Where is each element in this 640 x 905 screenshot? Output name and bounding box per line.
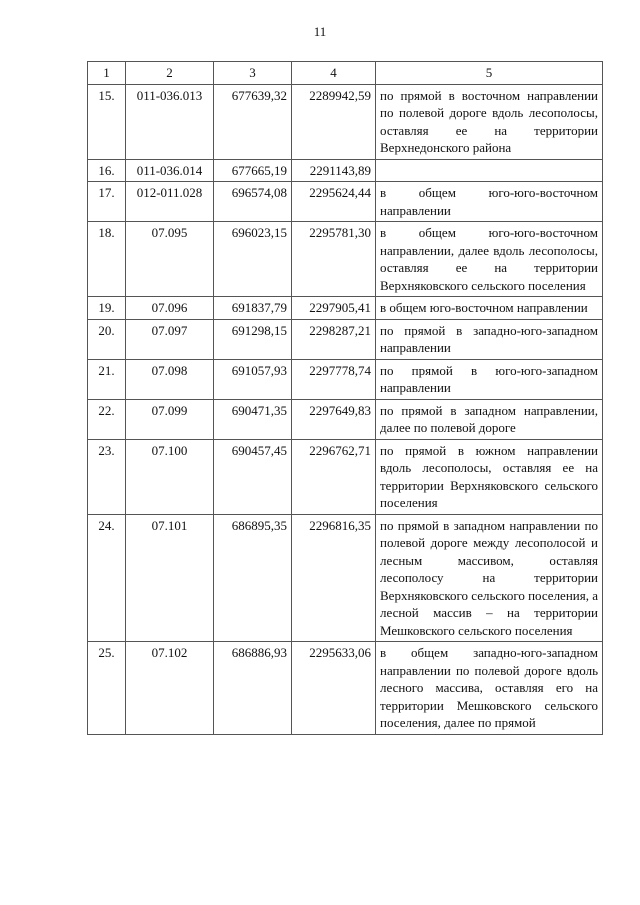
point-code: 011-036.013 xyxy=(126,84,214,159)
point-code: 011-036.014 xyxy=(126,159,214,182)
x-coordinate: 690457,45 xyxy=(214,439,292,514)
x-coordinate: 690471,35 xyxy=(214,399,292,439)
x-coordinate: 677639,32 xyxy=(214,84,292,159)
point-code: 07.096 xyxy=(126,297,214,320)
boundary-description: в общем юго-восточном направлении xyxy=(376,297,603,320)
boundary-description: в общем западно-юго-западном направлении по полевой дороге вдоль лесного массива, оставляя его на территории Мешковского сельского поселения, далее по прямой xyxy=(376,642,603,735)
x-coordinate: 686886,93 xyxy=(214,642,292,735)
y-coordinate: 2296762,71 xyxy=(292,439,376,514)
point-code: 07.098 xyxy=(126,359,214,399)
table-row xyxy=(88,84,603,159)
table-row xyxy=(88,439,603,514)
y-coordinate: 2289942,59 xyxy=(292,84,376,159)
y-coordinate: 2295633,06 xyxy=(292,642,376,735)
table-row xyxy=(88,222,603,297)
table-row xyxy=(88,642,603,735)
point-code: 07.102 xyxy=(126,642,214,735)
coordinates-table xyxy=(87,61,603,735)
row-number: 19. xyxy=(88,297,126,320)
boundary-description: в общем юго-юго-восточном направлении xyxy=(376,182,603,222)
row-number: 18. xyxy=(88,222,126,297)
y-coordinate: 2295781,30 xyxy=(292,222,376,297)
point-code: 07.095 xyxy=(126,222,214,297)
table-row xyxy=(88,359,603,399)
point-code: 07.100 xyxy=(126,439,214,514)
row-number: 17. xyxy=(88,182,126,222)
x-coordinate: 696574,08 xyxy=(214,182,292,222)
row-number: 20. xyxy=(88,319,126,359)
boundary-description xyxy=(376,159,603,182)
y-coordinate: 2291143,89 xyxy=(292,159,376,182)
x-coordinate: 691057,93 xyxy=(214,359,292,399)
row-number: 23. xyxy=(88,439,126,514)
table-row xyxy=(88,399,603,439)
y-coordinate: 2295624,44 xyxy=(292,182,376,222)
table-row xyxy=(88,182,603,222)
x-coordinate: 686895,35 xyxy=(214,514,292,642)
point-code: 07.099 xyxy=(126,399,214,439)
y-coordinate: 2297649,83 xyxy=(292,399,376,439)
header-cell: 2 xyxy=(126,62,214,85)
x-coordinate: 691837,79 xyxy=(214,297,292,320)
x-coordinate: 677665,19 xyxy=(214,159,292,182)
row-number: 16. xyxy=(88,159,126,182)
row-number: 22. xyxy=(88,399,126,439)
boundary-description: в общем юго-юго-восточном направлении, далее вдоль лесополосы, оставляя ее на территории Верхняковского сельского поселения xyxy=(376,222,603,297)
row-number: 15. xyxy=(88,84,126,159)
boundary-description: по прямой в западно-юго-западном направлении xyxy=(376,319,603,359)
header-cell: 5 xyxy=(376,62,603,85)
header-cell: 4 xyxy=(292,62,376,85)
boundary-description: по прямой в юго-юго-западном направлении xyxy=(376,359,603,399)
x-coordinate: 696023,15 xyxy=(214,222,292,297)
y-coordinate: 2297778,74 xyxy=(292,359,376,399)
boundary-description: по прямой в восточном направлении по полевой дороге вдоль лесополосы, оставляя ее на территории Верхнедонского района xyxy=(376,84,603,159)
table-row xyxy=(88,514,603,642)
point-code: 07.097 xyxy=(126,319,214,359)
table-row xyxy=(88,319,603,359)
table-row xyxy=(88,159,603,182)
y-coordinate: 2296816,35 xyxy=(292,514,376,642)
boundary-description: по прямой в южном направлении вдоль лесополосы, оставляя ее на территории Верхняковского сельского поселения xyxy=(376,439,603,514)
header-cell: 3 xyxy=(214,62,292,85)
row-number: 24. xyxy=(88,514,126,642)
page-number: 11 xyxy=(313,24,327,39)
header-cell: 1 xyxy=(88,62,126,85)
y-coordinate: 2298287,21 xyxy=(292,319,376,359)
point-code: 012-011.028 xyxy=(126,182,214,222)
boundary-description: по прямой в западном направлении, далее по полевой дороге xyxy=(376,399,603,439)
boundary-description: по прямой в западном направлении по полевой дороге между лесополосой и лесным массивом, оставляя лесополосу на территории Верхняковского сельского поселения, а лесной массив – на территории Мешковского сельского поселения xyxy=(376,514,603,642)
row-number: 21. xyxy=(88,359,126,399)
header-row xyxy=(88,62,603,85)
x-coordinate: 691298,15 xyxy=(214,319,292,359)
table-row xyxy=(88,297,603,320)
y-coordinate: 2297905,41 xyxy=(292,297,376,320)
point-code: 07.101 xyxy=(126,514,214,642)
row-number: 25. xyxy=(88,642,126,735)
